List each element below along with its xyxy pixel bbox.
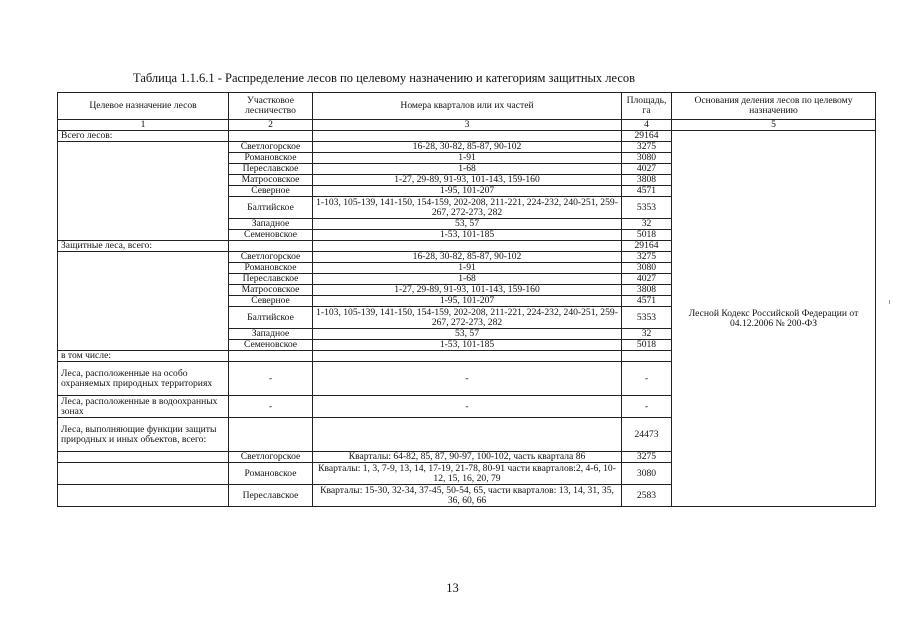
functions-area: 24473	[622, 418, 672, 452]
quarters-cell: 1-103, 105-139, 141-150, 154-159, 202-208, 211-221, 224-232, 240-251, 259-267, 272-273, 282	[313, 307, 622, 329]
empty-cell	[313, 131, 622, 142]
forestry-cell: Романовское	[229, 263, 313, 274]
area-cell: 4027	[622, 274, 672, 285]
forestry-cell: Балтийское	[229, 197, 313, 219]
area-cell: 5353	[622, 307, 672, 329]
area-cell: 3080	[622, 263, 672, 274]
col-number: 2	[229, 120, 313, 131]
area-cell: 3080	[622, 463, 672, 485]
scan-mark	[889, 300, 890, 304]
quarters-cell: 1-53, 101-185	[313, 340, 622, 351]
area-cell: 3808	[622, 285, 672, 296]
header-forestry: Участковое лесничество	[229, 93, 313, 120]
quarters-cell: 1-95, 101-207	[313, 296, 622, 307]
special-protected-label: Леса, расположенные на особо охраняемых природных территориях	[58, 362, 229, 396]
total-forests-row	[58, 131, 876, 142]
forestry-cell: Северное	[229, 296, 313, 307]
empty-cell	[58, 452, 229, 463]
empty-cell	[58, 463, 229, 485]
quarters-cell: 1-27, 29-89, 91-93, 101-143, 159-160	[313, 285, 622, 296]
area-cell: 32	[622, 219, 672, 230]
quarters-cell: 16-28, 30-82, 85-87, 90-102	[313, 142, 622, 153]
area-cell: 3275	[622, 452, 672, 463]
forestry-cell: Светлогорское	[229, 252, 313, 263]
dash-cell: -	[622, 396, 672, 418]
area-cell: 4027	[622, 164, 672, 175]
forestry-cell: Матросовское	[229, 175, 313, 186]
header-area: Площадь, га	[622, 93, 672, 120]
quarters-cell: 1-91	[313, 153, 622, 164]
col-number: 5	[672, 120, 876, 131]
total-forests-label: Всего лесов:	[58, 131, 229, 142]
quarters-cell: 1-68	[313, 164, 622, 175]
page-number: 13	[446, 581, 459, 595]
quarters-cell: Кварталы: 15-30, 32-34, 37-45, 50-54, 65, части кварталов: 13, 14, 31, 35, 36, 60, 66	[313, 485, 622, 507]
area-cell: 5353	[622, 197, 672, 219]
area-cell: 5018	[622, 340, 672, 351]
dash-cell: -	[229, 396, 313, 418]
forestry-cell: Матросовское	[229, 285, 313, 296]
empty-cell	[229, 241, 313, 252]
forestry-cell: Западное	[229, 329, 313, 340]
basis-cell: Лесной Кодекс Российской Федерации от 04.12.2006 № 200-ФЗ	[672, 131, 876, 507]
empty-cell	[229, 351, 313, 362]
col-number: 3	[313, 120, 622, 131]
forestry-cell: Семеновское	[229, 230, 313, 241]
header-quarters: Номера кварталов или их частей	[313, 93, 622, 120]
header-basis: Основания деления лесов по целевому назначению	[672, 93, 876, 120]
area-cell: 3275	[622, 142, 672, 153]
area-cell: 3080	[622, 153, 672, 164]
quarters-cell: 1-103, 105-139, 141-150, 154-159, 202-208, 211-221, 224-232, 240-251, 259-267, 272-273, 282	[313, 197, 622, 219]
dash-cell: -	[313, 362, 622, 396]
empty-cell	[313, 418, 622, 452]
dash-cell: -	[622, 362, 672, 396]
col-number: 4	[622, 120, 672, 131]
quarters-cell: 1-95, 101-207	[313, 186, 622, 197]
empty-cell	[229, 418, 313, 452]
protective-forests-label: Защитные леса, всего:	[58, 241, 229, 252]
water-protection-label: Леса, расположенные в водоохранных зонах	[58, 396, 229, 418]
quarters-cell: 1-27, 29-89, 91-93, 101-143, 159-160	[313, 175, 622, 186]
forestry-cell: Северное	[229, 186, 313, 197]
dash-cell: -	[229, 362, 313, 396]
quarters-cell: 1-68	[313, 274, 622, 285]
forestry-cell: Семеновское	[229, 340, 313, 351]
column-numbers-row	[58, 120, 876, 131]
empty-cell	[58, 252, 229, 351]
forestry-cell: Светлогорское	[229, 452, 313, 463]
quarters-cell: Кварталы: 64-82, 85, 87, 90-97, 100-102, часть квартала 86	[313, 452, 622, 463]
empty-cell	[58, 142, 229, 241]
quarters-cell: 53, 57	[313, 219, 622, 230]
area-cell: 3808	[622, 175, 672, 186]
forestry-cell: Балтийское	[229, 307, 313, 329]
area-cell: 4571	[622, 296, 672, 307]
area-cell: 2583	[622, 485, 672, 507]
table-caption: Таблица 1.1.6.1 - Распределение лесов по целевому назначению и категориям защитных лесов	[133, 71, 636, 85]
quarters-cell: Кварталы: 1, 3, 7-9, 13, 14, 17-19, 21-78, 80-91 части кварталов:2, 4-6, 10-12, 15, 16, 20, 79	[313, 463, 622, 485]
empty-cell	[229, 131, 313, 142]
forestry-cell: Светлогорское	[229, 142, 313, 153]
forestry-cell: Переславское	[229, 164, 313, 175]
forestry-cell: Романовское	[229, 463, 313, 485]
empty-cell	[313, 351, 622, 362]
forestry-cell: Переславское	[229, 485, 313, 507]
col-number: 1	[58, 120, 229, 131]
forestry-cell: Переславское	[229, 274, 313, 285]
quarters-cell: 16-28, 30-82, 85-87, 90-102	[313, 252, 622, 263]
empty-cell	[622, 351, 672, 362]
forestry-cell: Романовское	[229, 153, 313, 164]
quarters-cell: 1-91	[313, 263, 622, 274]
forestry-cell: Западное	[229, 219, 313, 230]
forest-distribution-table	[57, 92, 876, 507]
header-purpose: Целевое назначение лесов	[58, 93, 229, 120]
total-forests-area: 29164	[622, 131, 672, 142]
header-row	[58, 93, 876, 120]
including-label: в том числе:	[58, 351, 229, 362]
area-cell: 4571	[622, 186, 672, 197]
empty-cell	[313, 241, 622, 252]
protective-forests-area: 29164	[622, 241, 672, 252]
quarters-cell: 53, 57	[313, 329, 622, 340]
dash-cell: -	[313, 396, 622, 418]
area-cell: 5018	[622, 230, 672, 241]
area-cell: 32	[622, 329, 672, 340]
quarters-cell: 1-53, 101-185	[313, 230, 622, 241]
area-cell: 3275	[622, 252, 672, 263]
empty-cell	[58, 485, 229, 507]
functions-label: Леса, выполняющие функции защиты природных и иных объектов, всего:	[58, 418, 229, 452]
